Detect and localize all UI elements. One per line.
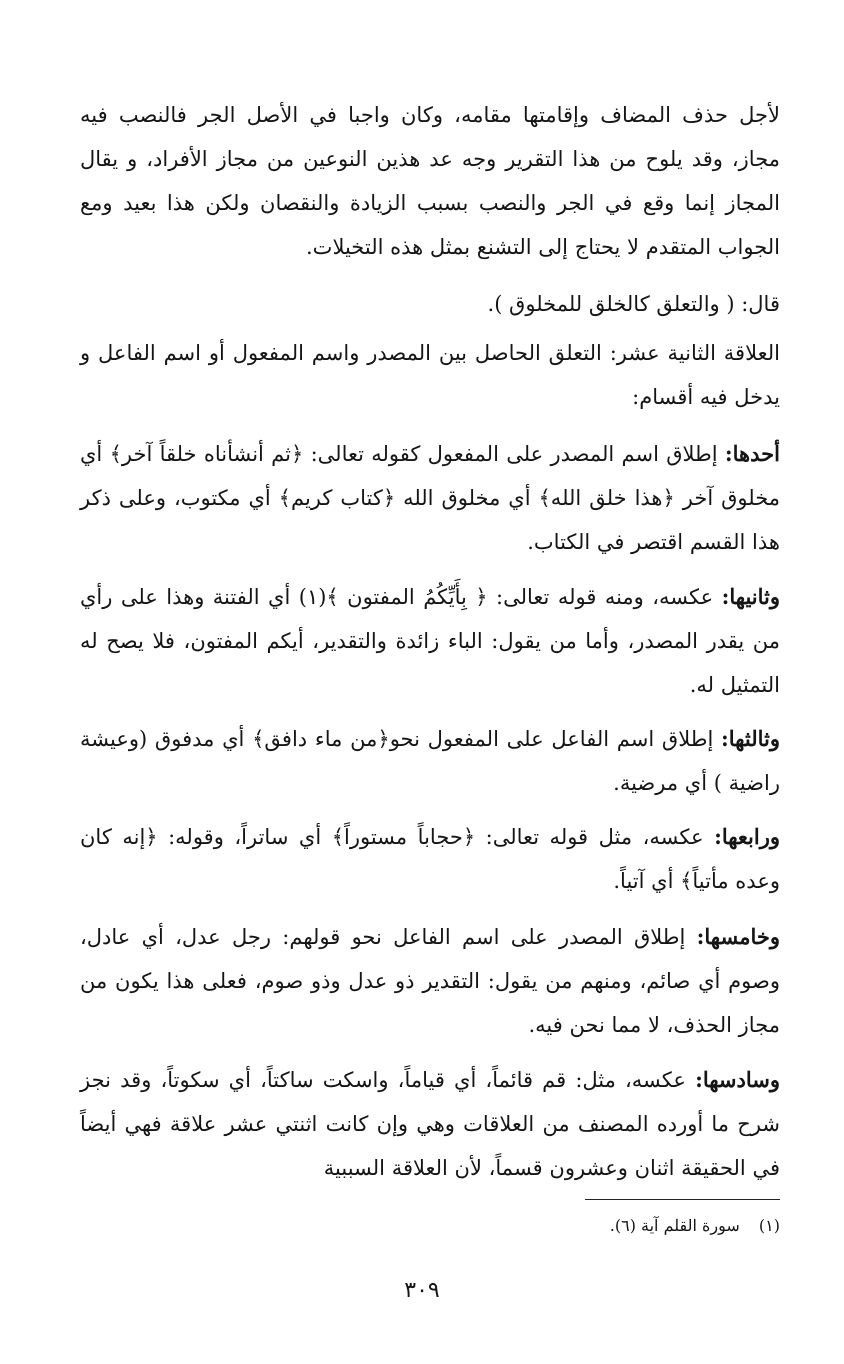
footnote-number: (١)	[758, 1216, 780, 1235]
paragraph-7	[80, 815, 780, 903]
paragraph-6	[80, 717, 780, 805]
footnote-text: سورة القلم آية (٦).	[609, 1216, 740, 1235]
paragraph-lead: وثانيها:	[721, 584, 781, 609]
paragraph-lead: وسادسها:	[695, 1067, 780, 1092]
paragraph-text: العلاقة الثانية عشر: التعلق الحاصل بين المصدر واسم المفعول أو اسم الفاعل و يدخل فيه أقسام:	[80, 341, 780, 409]
paragraph-text: لأجل حذف المضاف وإقامتها مقامه، وكان واجبا في الأصل الجر فالنصب فيه مجاز، وقد يلوح من هذا التقرير وجه عد هذين النوعين من مجاز الأفراد، و يقال المجاز إنما وقع في الجر والنصب بسبب الزيادة والنقصان ولكن هذا بعيد ومع الجواب المتقدم لا يحتاج إلى التشنع بمثل هذه التخيلات.	[80, 103, 780, 259]
paragraph-4	[80, 432, 780, 564]
paragraph-2	[80, 282, 780, 326]
paragraph-lead: وخامسها:	[696, 924, 780, 949]
paragraph-text: عكسه، مثل: قم قائماً، أي قياماً، واسكت ساكتاً، أي سكوتاً، وقد نجز شرح ما أورده المصنف من العلاقات وهي وإن كانت اثنتي عشر علاقة فهي أيضاً في الحقيقة اثنان وعشرون قسماً، لأن العلاقة السببية	[80, 1068, 780, 1180]
paragraph-text: عكسه، ومنه قوله تعالى: ﴿ بِأَيِّكُمُ المفتون ﴾(١) أي الفتنة وهذا على رأي من يقدر المصدر، وأما من يقول: الباء زائدة والتقدير، أيكم المفتون، فلا يصح له التمثيل له.	[80, 585, 780, 697]
paragraph-text: إطلاق اسم المصدر على المفعول كقوله تعالى: ﴿ثم أنشأناه خلقاً آخر﴾ أي مخلوق آخر ﴿هذا خلق الله﴾ أي مخلوق الله ﴿كتاب كريم﴾ أي مكتوب، وعلى ذكر هذا القسم اقتصر في الكتاب.	[80, 442, 780, 554]
paragraph-8	[80, 915, 780, 1047]
paragraph-text: إطلاق المصدر على اسم الفاعل نحو قولهم: رجل عدل، أي عادل، وصوم أي صائم، ومنهم من يقول: التقدير ذو عدل وذو صوم، فعلى هذا يكون من مجاز الحذف، لا مما نحن فيه.	[80, 925, 780, 1037]
paragraph-text: قال: ( والتعلق كالخلق للمخلوق ).	[487, 292, 780, 316]
paragraph-lead: أحدها:	[724, 441, 780, 466]
paragraph-text: عكسه، مثل قوله تعالى: ﴿حجاباً مستوراً﴾ أي ساتراً، وقوله: ﴿إنه كان وعده مأتياً﴾ أي آتياً.	[80, 825, 780, 893]
footnote	[480, 1212, 780, 1240]
footnote-divider	[585, 1199, 780, 1200]
paragraph-3	[80, 331, 780, 419]
page-number: ٣٠٩	[404, 1278, 440, 1303]
paragraph-text: إطلاق اسم الفاعل على المفعول نحو﴿من ماء دافق﴾ أي مدفوق (وعيشة راضية ) أي مرضية.	[80, 727, 780, 795]
paragraph-lead: وثالثها:	[721, 726, 780, 751]
paragraph-9	[80, 1058, 780, 1190]
paragraph-lead: ورابعها:	[714, 824, 780, 849]
paragraph-1	[80, 93, 780, 269]
paragraph-5	[80, 575, 780, 707]
